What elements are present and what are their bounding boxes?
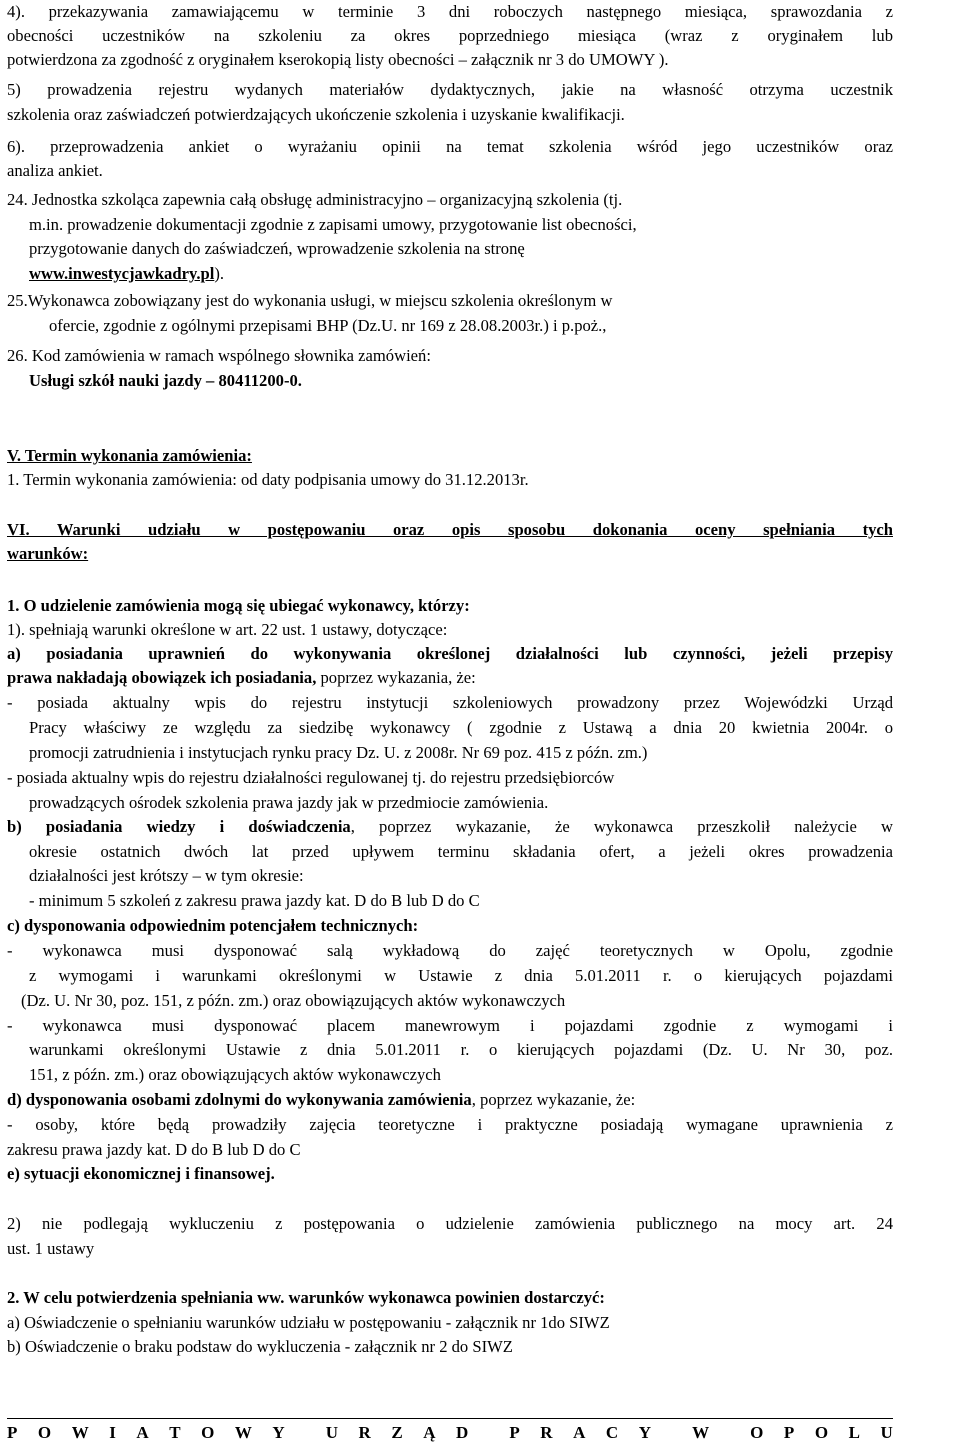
- condition-d1-line-2: zakresu prawa jazdy kat. D do B lub D do C: [7, 1140, 301, 1159]
- condition-c2-line-1: - wykonawca musi dysponować placem manewrowym i pojazdami zgodnie z wymogami i: [7, 1016, 893, 1035]
- footer-letter: A: [136, 1423, 149, 1442]
- section-v-heading: V. Termin wykonania zamówienia:: [7, 446, 252, 465]
- cpv-code: Usługi szkół nauki jazdy – 80411200-0.: [29, 371, 302, 390]
- footer-letter: T: [169, 1423, 181, 1442]
- footer-letter: W: [234, 1423, 252, 1442]
- condition-a1-line-1: - posiada aktualny wpis do rejestru instytucji szkoleniowych prowadzony przez Wojewódzki Urząd: [7, 693, 893, 712]
- item-24-line-3: przygotowanie danych do zaświadczeń, wprowadzenie szkolenia na stronę: [29, 239, 525, 258]
- footer-office-name: [7, 1418, 893, 1446]
- document-b: b) Oświadczenie o braku podstaw do wykluczenia - załącznik nr 2 do SIWZ: [7, 1337, 513, 1356]
- item-5-line-1: 5) prowadzenia rejestru wydanych materiałów dydaktycznych, jakie na własność otrzyma uczestnik: [7, 80, 893, 99]
- footer-letter: O: [814, 1423, 829, 1442]
- section-vi-heading-line-2: warunków:: [7, 544, 89, 563]
- footer-letter: R: [358, 1423, 371, 1442]
- footer-letter: R: [540, 1423, 553, 1442]
- item-4-line-2: obecności uczestników na szkoleniu za okres poprzedniego miesiąca (wraz z oryginałem lub: [7, 26, 893, 45]
- item-4-line-3: potwierdzona za zgodność z oryginałem kserokopią listy obecności – załącznik nr 3 do UMOWY ).: [7, 50, 669, 69]
- website-link[interactable]: www.inwestycjawkadry.pl: [29, 264, 215, 283]
- condition-a1-line-2: Pracy właściwy ze względu za siedzibę wykonawcy ( zgodnie z Ustawą a dnia 20 kwietnia 2004r. o: [29, 718, 893, 737]
- item-4-line-1: 4). przekazywania zamawiającemu w terminie 3 dni roboczych następnego miesiąca, sprawozdania z: [7, 2, 893, 21]
- condition-e-line-1: e) sytuacji ekonomicznej i finansowej.: [7, 1164, 275, 1183]
- footer-letter: W: [71, 1423, 89, 1442]
- exclusion-line-1: 2) nie podlegają wykluczeniu z postępowania o udzielenie zamówienia publicznego na mocy art. 24: [7, 1214, 893, 1233]
- footer-letter: A: [573, 1423, 586, 1442]
- footer-letter: P: [509, 1423, 520, 1442]
- item-5-line-2: szkolenia oraz zaświadczeń potwierdzających ukończenie szkolenia i uzyskanie kwalifikacji.: [7, 105, 625, 124]
- footer-letter: O: [750, 1423, 764, 1442]
- condition-a-line-2: prawa nakładają obowiązek ich posiadania, poprzez wykazania, że:: [7, 668, 476, 687]
- condition-b-line-4: - minimum 5 szkoleń z zakresu prawa jazdy kat. D do B lub D do C: [29, 891, 480, 910]
- condition-b-line-1: b) posiadania wiedzy i doświadczenia, poprzez wykazanie, że wykonawca przeszkolił należycie w: [7, 817, 893, 836]
- documents-heading: 2. W celu potwierdzenia spełniania ww. warunków wykonawca powinien dostarczyć:: [7, 1288, 605, 1307]
- condition-b-line-2: okresie ostatnich dwóch lat przed upływem terminu składania ofert, a jeżeli okres prowadzenia: [29, 842, 893, 861]
- condition-a-line-1: a) posiadania uprawnień do wykonywania określonej działalności lub czynności, jeżeli przepisy: [7, 644, 893, 663]
- condition-b-line-3: działalności jest krótszy – w tym okresie:: [29, 866, 304, 885]
- footer-letter: W: [692, 1423, 710, 1442]
- footer-letter: L: [848, 1423, 860, 1442]
- item-6-line-2: analiza ankiet.: [7, 161, 103, 180]
- footer-letter: Y: [272, 1423, 285, 1442]
- section-v-text: 1. Termin wykonania zamówienia: od daty podpisania umowy do 31.12.2013r.: [7, 470, 529, 489]
- footer-letter: P: [7, 1423, 18, 1442]
- footer-letter: U: [325, 1423, 338, 1442]
- condition-c1-line-2: z wymogami i warunkami określonymi w Ustawie z dnia 5.01.2011 r. o kierujących pojazdami: [29, 966, 893, 985]
- section-vi-sub-1: 1. O udzielenie zamówienia mogą się ubiegać wykonawcy, którzy:: [7, 596, 470, 615]
- section-vi-heading-line-1: VI. Warunki udziału w postępowaniu oraz opis sposobu dokonania oceny spełniania tych: [7, 520, 893, 539]
- item-26-line-2: [7, 369, 893, 394]
- item-26-line-1: 26. Kod zamówienia w ramach wspólnego słownika zamówień:: [7, 346, 431, 365]
- condition-a1-line-3: promocji zatrudnienia i instytucjach rynku pracy Dz. U. z 2008r. Nr 69 poz. 415 z późn. zm.): [29, 743, 648, 762]
- condition-c2-line-2: warunkami określonymi Ustawie z dnia 5.01.2011 r. o kierujących pojazdami (Dz. U. Nr 30, poz.: [29, 1040, 893, 1059]
- item-25-line-2: ofercie, zgodnie z ogólnymi przepisami BHP (Dz.U. nr 169 z 28.08.2003r.) i p.poż.,: [49, 316, 607, 335]
- footer-letter: Ą: [423, 1423, 436, 1442]
- footer-letter: O: [37, 1423, 52, 1442]
- footer-letter: D: [456, 1423, 469, 1442]
- footer-letter: C: [605, 1423, 619, 1442]
- condition-d1-line-1: - osoby, które będą prowadziły zajęcia teoretyczne i praktyczne posiadają wymagane uprawnienia z: [7, 1115, 893, 1134]
- condition-c-line-1: c) dysponowania odpowiednim potencjałem technicznych:: [7, 916, 419, 935]
- item-6-line-1: 6). przeprowadzenia ankiet o wyrażaniu opinii na temat szkolenia wśród jego uczestników oraz: [7, 137, 893, 156]
- footer-letter: Y: [638, 1423, 651, 1442]
- link-trailing-text: ).: [214, 264, 224, 283]
- condition-a2-line-2: prowadzących ośrodek szkolenia prawa jazdy jak w przedmiocie zamówienia.: [29, 793, 549, 812]
- condition-d-line-1: d) dysponowania osobami zdolnymi do wykonywania zamówienia, poprzez wykazanie, że:: [7, 1090, 636, 1109]
- document-a: a) Oświadczenie o spełnianiu warunków udziału w postępowaniu - załącznik nr 1do SIWZ: [7, 1313, 610, 1332]
- footer-letter: I: [109, 1423, 116, 1442]
- item-24-line-4: [7, 262, 893, 287]
- item-24-line-1: 24. Jednostka szkoląca zapewnia całą obsługę administracyjno – organizacyjną szkolenia (tj.: [7, 190, 623, 209]
- footer-letter: P: [783, 1423, 795, 1442]
- footer-letter: U: [880, 1423, 893, 1442]
- condition-a2-line-1: - posiada aktualny wpis do rejestru działalności regulowanej tj. do rejestru przedsiębiorców: [7, 768, 615, 787]
- item-25-line-1: 25.Wykonawca zobowiązany jest do wykonania usługi, w miejscu szkolenia określonym w: [7, 291, 613, 310]
- exclusion-line-2: ust. 1 ustawy: [7, 1239, 95, 1258]
- condition-c2-line-3: 151, z późn. zm.) oraz obowiązujących aktów wykonawczych: [29, 1065, 441, 1084]
- item-24-line-2: m.in. prowadzenie dokumentacji zgodnie z zapisami umowy, przygotowanie list obecności,: [29, 215, 637, 234]
- condition-c1-line-3: (Dz. U. Nr 30, poz. 151, z późn. zm.) oraz obowiązujących aktów wykonawczych: [21, 991, 566, 1010]
- section-vi-sub-1-1: 1). spełniają warunki określone w art. 22 ust. 1 ustawy, dotyczące:: [7, 620, 448, 639]
- footer-letter: O: [201, 1423, 215, 1442]
- condition-c1-line-1: - wykonawca musi dysponować salą wykładową do zajęć teoretycznych w Opolu, zgodnie: [7, 941, 893, 960]
- footer-letter: Z: [391, 1423, 403, 1442]
